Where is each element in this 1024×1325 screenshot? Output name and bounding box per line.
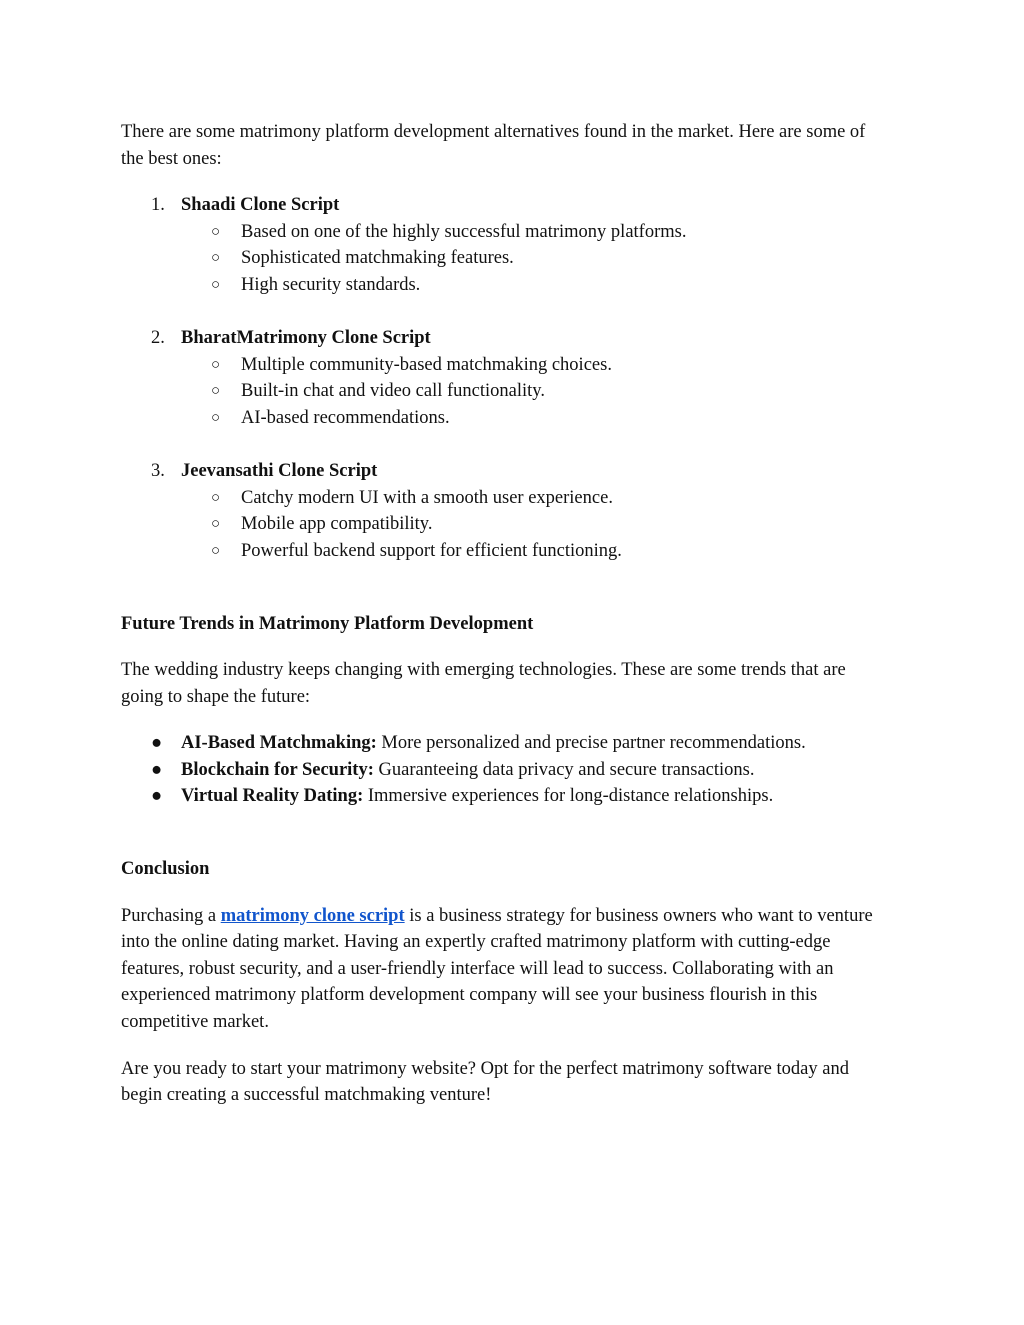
circle-bullet-icon: ○ bbox=[211, 489, 221, 506]
sublist-item-text: AI-based recommendations. bbox=[241, 407, 450, 428]
sublist-item-text: Powerful backend support for efficient functioning. bbox=[241, 540, 622, 561]
feature-sublist bbox=[181, 352, 891, 432]
conclusion-text-after-link: is a business strategy for business owners who want to venture into the online dating market. Having an expertly crafted matrimony platform with cutting-edge features, robust security, and a user-friendly interface will lead to success. Collaborating with an experienced matrimony platform development company will see your business flourish in this competitive market. bbox=[121, 905, 873, 1033]
list-item-title: Jeevansathi Clone Script bbox=[181, 461, 378, 482]
trend-item bbox=[121, 730, 891, 757]
sublist-item bbox=[181, 511, 891, 538]
trend-label: AI-Based Matchmaking: bbox=[181, 733, 377, 754]
sublist-item bbox=[181, 245, 891, 272]
list-item-jeevansathi bbox=[121, 458, 891, 564]
sublist-item-text: Mobile app compatibility. bbox=[241, 514, 433, 535]
trends-paragraph: The wedding industry keeps changing with emerging technologies. These are some trends that are going to shape the future: bbox=[121, 660, 846, 707]
document-page bbox=[121, 119, 891, 1109]
circle-bullet-icon: ○ bbox=[211, 383, 221, 400]
trend-label: Blockchain for Security: bbox=[181, 759, 374, 780]
circle-bullet-icon: ○ bbox=[211, 356, 221, 373]
sublist-item bbox=[181, 485, 891, 512]
circle-bullet-icon: ○ bbox=[211, 250, 221, 267]
closing-paragraph: Are you ready to start your matrimony website? Opt for the perfect matrimony software today and begin creating a successful matchmaking venture! bbox=[121, 1058, 849, 1106]
list-item-bharatmatrimony bbox=[121, 325, 891, 431]
list-number: 3. bbox=[151, 461, 165, 482]
list-item-title: Shaadi Clone Script bbox=[181, 195, 340, 216]
list-number: 2. bbox=[151, 328, 165, 349]
trend-label: Virtual Reality Dating: bbox=[181, 786, 364, 807]
list-item-shaadi bbox=[121, 192, 891, 298]
feature-sublist bbox=[181, 219, 891, 299]
sublist-item-text: Multiple community-based matchmaking choices. bbox=[241, 354, 612, 375]
circle-bullet-icon: ○ bbox=[211, 542, 221, 559]
conclusion-paragraph bbox=[121, 903, 891, 1036]
intro-paragraph: There are some matrimony platform development alternatives found in the market. Here are some of the best ones: bbox=[121, 122, 866, 169]
circle-bullet-icon: ○ bbox=[211, 276, 221, 293]
sublist-item bbox=[181, 272, 891, 299]
trend-item bbox=[121, 783, 891, 810]
sublist-item bbox=[181, 352, 891, 379]
sublist-item bbox=[181, 378, 891, 405]
sublist-item-text: Sophisticated matchmaking features. bbox=[241, 248, 514, 269]
feature-sublist bbox=[181, 485, 891, 565]
bullet-icon: ● bbox=[151, 759, 163, 780]
circle-bullet-icon: ○ bbox=[211, 516, 221, 533]
trend-text: Immersive experiences for long-distance relationships. bbox=[367, 786, 774, 807]
trend-text: More personalized and precise partner recommendations. bbox=[381, 733, 806, 754]
clone-script-list bbox=[121, 192, 891, 564]
sublist-item-text: Based on one of the highly successful matrimony platforms. bbox=[241, 221, 687, 242]
conclusion-text-before-link: Purchasing a bbox=[121, 905, 221, 926]
trend-item bbox=[121, 757, 891, 784]
bullet-icon: ● bbox=[151, 733, 163, 754]
trend-text: Guaranteeing data privacy and secure transactions. bbox=[378, 759, 755, 780]
circle-bullet-icon: ○ bbox=[211, 409, 221, 426]
sublist-item bbox=[181, 405, 891, 432]
sublist-item bbox=[181, 219, 891, 246]
list-item-title: BharatMatrimony Clone Script bbox=[181, 328, 431, 349]
conclusion-heading: Conclusion bbox=[121, 859, 210, 880]
bullet-icon: ● bbox=[151, 786, 163, 807]
matrimony-clone-script-link[interactable]: matrimony clone script bbox=[220, 905, 405, 926]
list-number: 1. bbox=[151, 195, 165, 216]
circle-bullet-icon: ○ bbox=[211, 223, 221, 240]
trends-list bbox=[121, 730, 891, 810]
trends-heading: Future Trends in Matrimony Platform Development bbox=[121, 613, 534, 634]
sublist-item bbox=[181, 538, 891, 565]
sublist-item-text: Built-in chat and video call functionality. bbox=[241, 381, 545, 402]
sublist-item-text: Catchy modern UI with a smooth user experience. bbox=[241, 487, 613, 508]
sublist-item-text: High security standards. bbox=[241, 274, 421, 295]
